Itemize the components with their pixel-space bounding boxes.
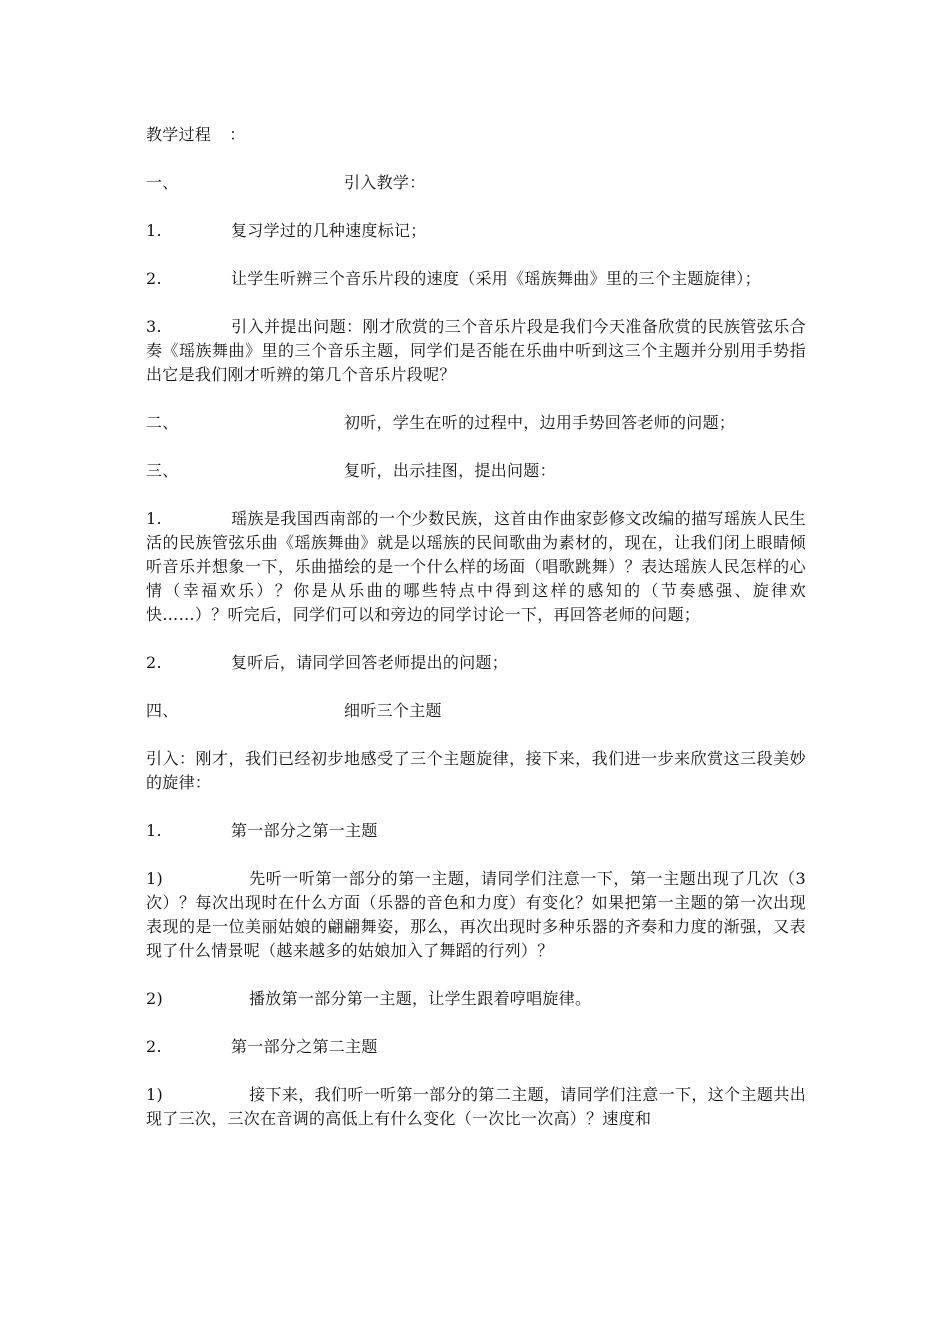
- list-item: [146, 267, 806, 291]
- list-item: [146, 507, 806, 627]
- section-heading-1: [146, 171, 806, 195]
- item-marker: 1.: [146, 221, 162, 240]
- sub-item: [146, 987, 806, 1011]
- section-text: 复听，出示挂图，提出问题：: [344, 461, 556, 480]
- item-marker: 1.: [146, 821, 162, 840]
- item-marker: 2.: [146, 1037, 162, 1056]
- document-body: [146, 123, 806, 1155]
- section-text: 引入教学：: [344, 173, 426, 192]
- sub-item: [146, 1083, 806, 1131]
- item-text: 瑶族是我国西南部的一个少数民族，这首由作曲家彭修文改编的描写瑶族人民生活的民族管弦乐曲《瑶族舞曲》就是以瑶族的民间歌曲为素材的，现在，让我们闭上眼睛倾听音乐并想象一下，乐曲描绘的是一个什么样的场面（唱歌跳舞）？表达瑶族人民怎样的心情（幸福欢乐）？你是从乐曲的哪些特点中得到这样的感知的（节奏感强、旋律欢快……）？听完后，同学们可以和旁边的同学讨论一下，再回答老师的问题；: [146, 509, 806, 624]
- section-heading-4: [146, 699, 806, 723]
- section-marker: 二、: [146, 413, 179, 432]
- item-marker: 3.: [146, 317, 162, 336]
- item-text: 复习学过的几种速度标记；: [231, 221, 427, 240]
- section-heading-3: [146, 459, 806, 483]
- list-item: [146, 819, 806, 843]
- item-marker: 2.: [146, 269, 162, 288]
- sub-item-marker: 1): [146, 869, 164, 888]
- sub-item-text: 接下来，我们听一听第一部分的第二主题，请同学们注意一下，这个主题共出现了三次，三次在音调的高低上有什么变化（一次比一次高）？速度和: [146, 1085, 806, 1128]
- section-heading-2: [146, 411, 806, 435]
- item-text: 让学生听辨三个音乐片段的速度（采用《瑶族舞曲》里的三个主题旋律）；: [231, 269, 761, 288]
- item-text: 引入并提出问题：刚才欣赏的三个音乐片段是我们今天准备欣赏的民族管弦乐合奏《瑶族舞曲》里的三个音乐主题，同学们是否能在乐曲中听到这三个主题并分别用手势指出它是我们刚才听辨的第几个音乐片段呢？: [146, 317, 806, 384]
- section-text: 初听，学生在听的过程中，边用手势回答老师的问题；: [344, 413, 736, 432]
- intro-paragraph: [146, 747, 806, 795]
- sub-item-text: 播放第一部分第一主题，让学生跟着哼唱旋律。: [249, 989, 592, 1008]
- item-marker: 1.: [146, 509, 162, 528]
- list-item: [146, 1035, 806, 1059]
- heading-paragraph: [146, 123, 806, 147]
- sub-item-marker: 1): [146, 1085, 164, 1104]
- section-text: 细听三个主题: [344, 701, 442, 720]
- item-marker: 2.: [146, 653, 162, 672]
- heading-title: 教学过程: [146, 125, 212, 144]
- item-text: 第一部分之第一主题: [231, 821, 378, 840]
- sub-item: [146, 867, 806, 963]
- intro-text: 引入：刚才，我们已经初步地感受了三个主题旋律，接下来，我们进一步来欣赏这三段美妙的旋律：: [146, 749, 806, 792]
- list-item: [146, 315, 806, 387]
- heading-colon: ：: [229, 125, 246, 144]
- item-text: 复听后，请同学回答老师提出的问题；: [231, 653, 509, 672]
- sub-item-marker: 2): [146, 989, 164, 1008]
- list-item: [146, 219, 806, 243]
- item-text: 第一部分之第二主题: [231, 1037, 378, 1056]
- section-marker: 三、: [146, 461, 179, 480]
- section-marker: 一、: [146, 173, 179, 192]
- section-marker: 四、: [146, 701, 179, 720]
- sub-item-text: 先听一听第一部分的第一主题，请同学们注意一下，第一主题出现了几次（3次）？每次出现时在什么方面（乐器的音色和力度）有变化？如果把第一主题的第一次出现表现的是一位美丽姑娘的翩翩舞姿，那么，再次出现时多种乐器的齐奏和力度的渐强，又表现了什么情景呢（越来越多的姑娘加入了舞蹈的行列）？: [146, 869, 806, 960]
- list-item: [146, 651, 806, 675]
